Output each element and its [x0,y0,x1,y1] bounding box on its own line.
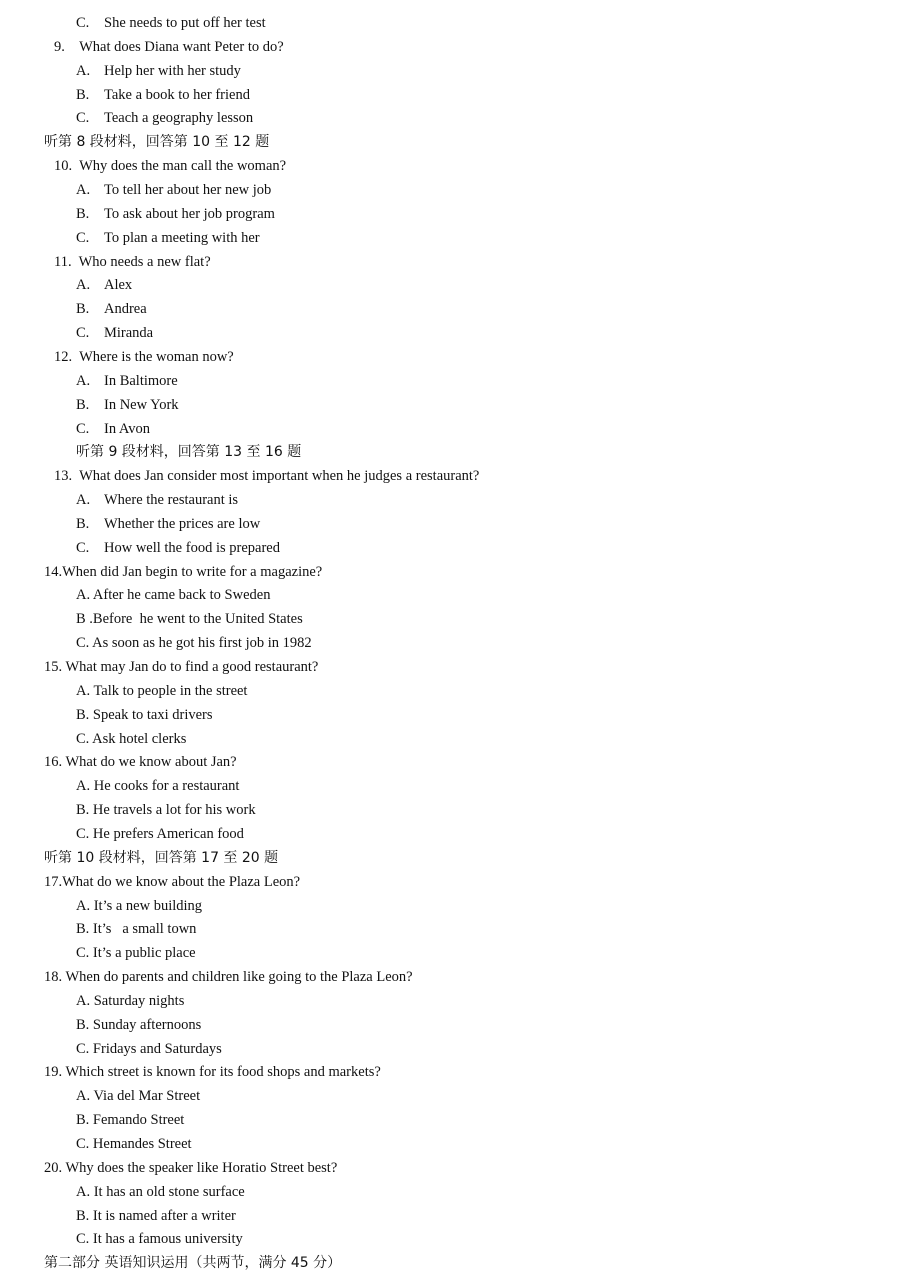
question-text: 15. What may Jan do to find a good restaurant? [44,659,319,675]
section-heading: 听第 10 段材料，回答第 17 至 20 题 [44,849,279,866]
answer-option [76,14,266,32]
option-text: Where the restaurant is [104,492,239,508]
answer-option: B. It is named after a writer [76,1207,236,1224]
answer-option [76,396,179,414]
answer-option [76,276,132,294]
answer-option: A. Talk to people in the street [76,682,248,699]
option-letter: B. [76,205,90,222]
answer-option: B. Sunday afternoons [76,1016,202,1033]
answer-option: C. Ask hotel clerks [76,730,187,747]
answer-option [76,539,280,557]
answer-option [76,86,250,104]
answer-option [76,491,238,509]
answer-option [76,372,178,390]
option-text: Teach a geography lesson [104,110,254,127]
option-letter: A. [76,277,91,294]
section-heading: 听第 8 段材料，回答第 10 至 12 题 [44,134,270,151]
option-letter: C. [76,325,90,342]
answer-option: B .Before he went to the United States [76,611,303,628]
option-letter: B. [76,396,90,413]
question-text: 19. Which street is known for its food shops and markets? [44,1064,381,1081]
question-text: 17.What do we know about the Plaza Leon? [44,873,301,890]
section-heading: 听第 9 段材料，回答第 13 至 16 题 [76,444,302,461]
option-text: In Baltimore [104,372,178,389]
answer-option: B. It’s a small town [76,921,197,938]
answer-option [76,420,150,438]
answer-option [76,229,260,247]
option-text: She needs to put off her test [104,15,266,31]
answer-option: C. It has a famous university [76,1231,243,1248]
answer-option: A. Saturday nights [76,992,185,1009]
answer-option [76,300,147,318]
option-letter: C. [76,110,90,127]
option-letter: B. [76,86,90,103]
question-text: 20. Why does the speaker like Horatio Street best? [44,1159,338,1176]
answer-option [76,109,253,127]
answer-option: C. Hemandes Street [76,1136,192,1152]
answer-option: C. As soon as he got his first job in 1982 [76,635,312,652]
option-text: Miranda [104,325,154,342]
option-text: Alex [104,277,133,294]
option-text: How well the food is prepared [104,539,280,556]
option-text: In New York [104,396,179,413]
question-text: 10. Why does the man call the woman? [54,158,287,175]
option-text: In Avon [104,420,151,437]
section-heading: 第二部分 英语知识运用（共两节，满分 45 分） [44,1255,342,1272]
option-text: Help her with her study [104,62,241,79]
option-text: To plan a meeting with her [104,229,260,246]
option-text: Take a book to her friend [104,86,250,103]
question-text: 13. What does Jan consider most important when he judges a restaurant? [54,468,480,485]
option-letter: C. [76,15,90,31]
answer-option: A. After he came back to Sweden [76,587,271,604]
option-text: To tell her about her new job [104,182,272,198]
answer-option: B. He travels a lot for his work [76,802,256,819]
option-letter: A. [76,492,91,508]
answer-option [76,515,260,533]
question-text: 12. Where is the woman now? [54,348,234,365]
answer-option: C. He prefers American food [76,825,244,842]
option-text: Andrea [104,301,147,318]
option-letter: A. [76,182,91,198]
answer-option: A. It’s a new building [76,897,203,914]
option-letter: A. [76,62,91,79]
answer-option [76,62,241,80]
answer-option [76,205,275,223]
question-text: 11. Who needs a new flat? [54,253,211,270]
option-letter: B. [76,515,90,532]
question-text: 16. What do we know about Jan? [44,754,237,771]
answer-option: C. It’s a public place [76,945,196,962]
question-text: 9. What does Diana want Peter to do? [54,38,284,55]
answer-option: A. It has an old stone surface [76,1183,245,1200]
answer-option: A. He cooks for a restaurant [76,778,240,795]
answer-option [76,181,271,199]
question-text: 18. When do parents and children like going to the Plaza Leon? [44,969,413,985]
answer-option: B. Speak to taxi drivers [76,706,213,723]
question-text: 14.When did Jan begin to write for a magazine? [44,563,323,580]
option-text: Whether the prices are low [104,515,261,532]
option-letter: C. [76,229,90,246]
option-letter: C. [76,539,90,556]
answer-option: A. Via del Mar Street [76,1088,201,1105]
answer-option: C. Fridays and Saturdays [76,1040,222,1057]
option-letter: C. [76,420,90,437]
option-letter: A. [76,372,91,389]
option-text: To ask about her job program [104,205,275,222]
answer-option: B. Femando Street [76,1112,185,1129]
answer-option [76,324,153,342]
option-letter: B. [76,301,90,318]
